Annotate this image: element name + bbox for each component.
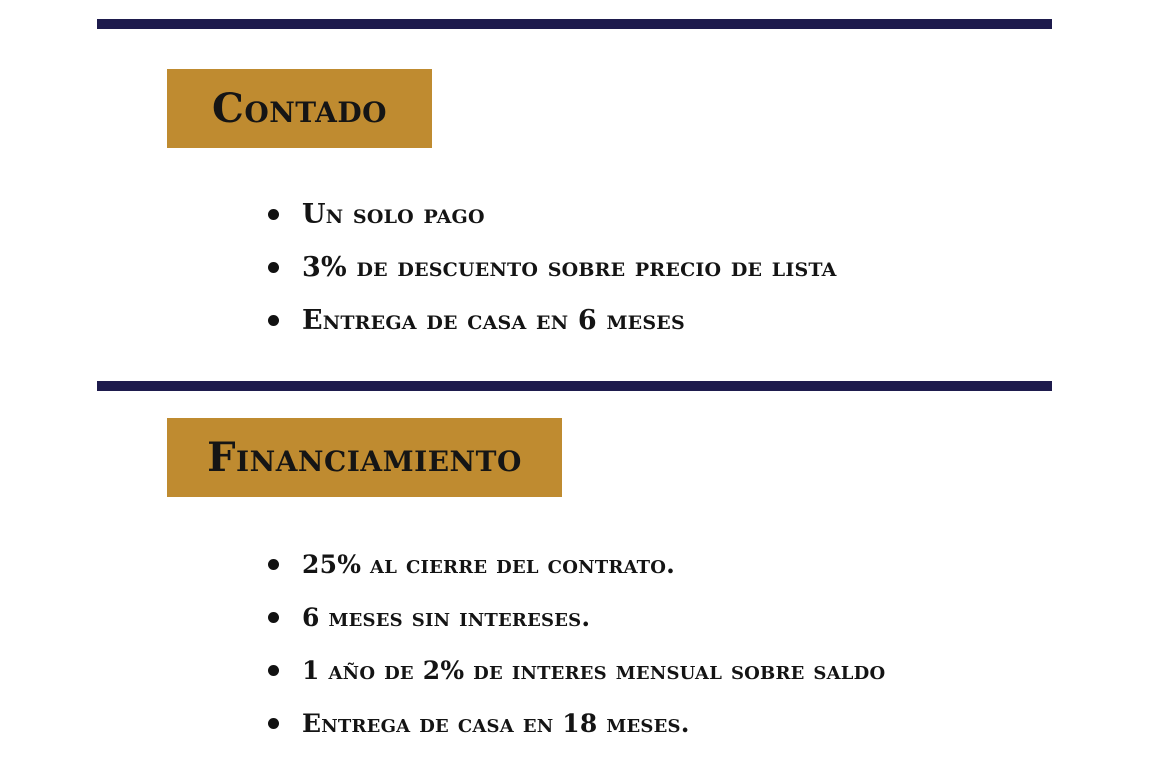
bullet-icon bbox=[268, 665, 279, 676]
bullet-icon bbox=[268, 209, 279, 220]
list-item bbox=[268, 241, 837, 294]
financiamiento-heading-box bbox=[167, 418, 562, 497]
financiamiento-heading: Financiamiento bbox=[207, 434, 522, 481]
list-item bbox=[268, 538, 885, 591]
list-item bbox=[268, 644, 885, 697]
list-item-text: 6 meses sin intereses. bbox=[302, 603, 591, 632]
bullet-icon bbox=[268, 718, 279, 729]
list-item-text: Entrega de casa en 18 meses. bbox=[302, 709, 690, 738]
bullet-icon bbox=[268, 612, 279, 623]
contado-heading-box bbox=[167, 69, 432, 148]
top-divider bbox=[97, 19, 1052, 29]
bullet-icon bbox=[268, 262, 279, 273]
financiamiento-list bbox=[268, 538, 885, 750]
list-item bbox=[268, 697, 885, 750]
list-item-text: 3% de descuento sobre precio de lista bbox=[302, 252, 837, 283]
section-divider bbox=[97, 381, 1052, 391]
bullet-icon bbox=[268, 315, 279, 326]
bullet-icon bbox=[268, 559, 279, 570]
list-item-text: 25% al cierre del contrato. bbox=[302, 550, 676, 579]
list-item-text: Un solo pago bbox=[302, 199, 485, 230]
list-item bbox=[268, 591, 885, 644]
contado-list bbox=[268, 188, 837, 347]
list-item bbox=[268, 294, 837, 347]
list-item-text: Entrega de casa en 6 meses bbox=[302, 305, 685, 336]
list-item bbox=[268, 188, 837, 241]
list-item-text: 1 año de 2% de interes mensual sobre saldo bbox=[302, 656, 886, 685]
contado-heading: Contado bbox=[211, 85, 388, 132]
